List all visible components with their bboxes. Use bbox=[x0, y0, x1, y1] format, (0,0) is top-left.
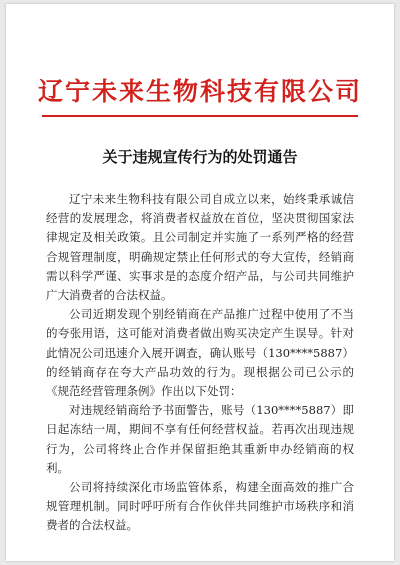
notice-body bbox=[46, 190, 354, 536]
paragraph-4: 公司将持续深化市场监管体系，构建全面高效的推广合规管理机制。同时呼吁所有合作伙伴共同维护市场秩序和消费者的合法权益。 bbox=[46, 480, 354, 533]
notice-title: 关于违规宣传行为的处罚通告 bbox=[102, 148, 298, 166]
paragraph-2: 公司近期发现个别经销商在产品推广过程中使用了不当的夸张用语，这可能对消费者做出购买决定产生误导。针对此情况公司迅速介入展开调查，确认账号（130****5887）的经销商存在夸大产品功效的行为。现根据公司已公示的《规范经营管理条例》作出以下处罚： bbox=[46, 307, 354, 399]
document-page bbox=[6, 4, 394, 561]
red-divider-line bbox=[42, 115, 358, 117]
paragraph-1: 辽宁未来生物科技有限公司自成立以来，始终秉承诚信经营的发展理念，将消费者权益放在首位，坚决贯彻国家法律规定及相关政策。且公司制定并实施了一系列严格的经营合规管理制度，明确规定禁止任何形式的夸大宣传，经销商需以科学严谨、实事求是的态度介绍产品，与公司共同维护广大消费者的合法权益。 bbox=[46, 192, 354, 303]
company-name-heading: 辽宁未来生物科技有限公司 bbox=[37, 77, 362, 106]
paragraph-3: 对违规经销商给予书面警告，账号（130****5887）即日起冻结一周，期间不享有任何经营权益。若再次出现违规行为，公司将终止合作并保留拒绝其重新申办经销商的权利。 bbox=[46, 403, 354, 475]
